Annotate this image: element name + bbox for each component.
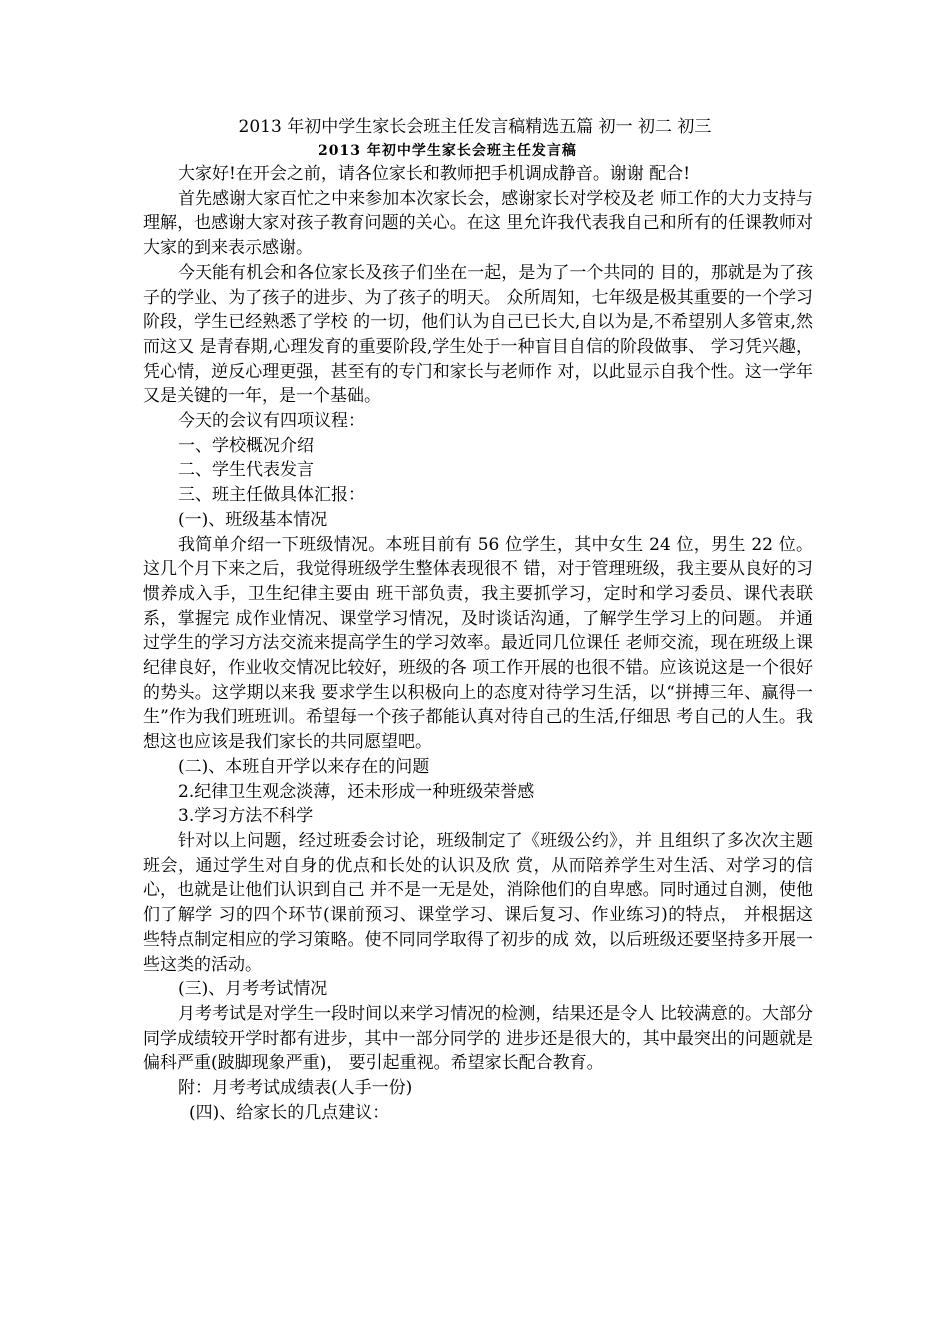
problem-item-2: 2.纪律卫生观念淡薄，还未形成一种班级荣誉感 [178,781,535,802]
section-heading-monthly-exam: (三)、月考考试情况 [178,979,328,1000]
section-heading-suggestions: (四)、给家长的几点建议： [189,1102,390,1123]
paragraph-attachment-note: 附：月考考试成绩表(人手一份) [178,1078,413,1099]
paragraph-thanks: 首先感谢大家百忙之中来参加本次家长会，感谢家长对学校及老 师工作的大力支持与理解，也感谢大家对孩子教育问题的关心。在这 里允许我代表我自己和所有的任课教师对大家的到来表示感谢。 [143,188,813,259]
problem-item-3: 3.学习方法不科学 [178,806,314,827]
paragraph-agenda-intro: 今天的会议有四项议程： [178,411,365,432]
paragraph-greeting: 大家好!在开会之前，请各位家长和教师把手机调成静音。谢谢 配合! [178,164,691,184]
paragraph-measures: 针对以上问题，经过班委会讨论，班级制定了《班级公约》，并 且组织了多次次主题班会，通过学生对自身的优点和长处的认识及欣 赏，从而陪养学生对生活、对学习的信心，也就是让他们认识到自己 并不是一无是处，消除他们的自卑感。同时通过自测，使他们了解学 习的四个环节(课前预习、课堂学习、课后复习、作业练习)的特点， 并根据这些特点制定相应的学习策略。使不同同学取得了初步的成 效，以后班级还要坚持多开展一些这类的活动。 [143,830,813,975]
agenda-item-1: 一、学校概况介绍 [178,435,314,456]
paragraph-monthly-exam: 月考考试是对学生一段时间以来学习情况的检测，结果还是令人 比较满意的。大部分同学成绩较开学时都有进步，其中一部分同学的 进步还是很大的，其中最突出的问题就是偏科严重(跛脚现象严重)， 要引起重视。希望家长配合教育。 [143,1003,813,1074]
document-title: 2013 年初中学生家长会班主任发言稿精选五篇 初一 初二 初三 [238,117,712,137]
section-heading-problems: (二)、本班自开学以来存在的问题 [178,756,430,777]
agenda-item-2: 二、学生代表发言 [178,460,314,481]
document-body [143,162,813,1125]
paragraph-class-overview: 我简单介绍一下班级情况。本班目前有 56 位学生，其中女生 24 位，男生 22 位。这几个月下来之后，我觉得班级学生整体表现很不 错，对于管理班级，我主要从良好的习惯养成入手，卫生纪律主要由 班干部负责，我主要抓学习，定时和学习委员、课代表联系，掌握完 成作业情况、课堂学习情况，及时谈话沟通，了解学生学习上的问题。 并通过学生的学习方法交流来提高学生的学习效率。最近同几位课任 老师交流，现在班级上课纪律良好，作业收交情况比较好，班级的各 项工作开展的也很不错。应该说这是一个很好的势头。这学期以来我 要求学生以积极向上的态度对待学习生活，以“拼搏三年、赢得一生”作为我们班班训。希望每一个孩子都能认真对待自己的生活,仔细思 考自己的人生。我想这也应该是我们家长的共同愿望吧。 [143,534,813,753]
section-heading-class-overview: (一)、班级基本情况 [178,509,328,530]
paragraph-purpose: 今天能有机会和各位家长及孩子们坐在一起，是为了一个共同的 目的，那就是为了孩子的学业、为了孩子的进步、为了孩子的明天。 众所周知，七年级是极其重要的一个学习阶段，学生已经熟悉了学校 的一切，他们认为自己已长大,自以为是,不希望别人多管束,然而这又 是青春期,心理发育的重要阶段,学生处于一种盲目自信的阶段做事、 学习凭兴趣，凭心情，逆反心理更强，甚至有的专门和家长与老师作 对，以此显示自我个性。这一学年又是关键的一年，是一个基础。 [143,262,813,407]
document-subtitle: 2013 年初中学生家长会班主任发言稿 [318,143,577,159]
agenda-item-3: 三、班主任做具体汇报： [178,485,365,506]
